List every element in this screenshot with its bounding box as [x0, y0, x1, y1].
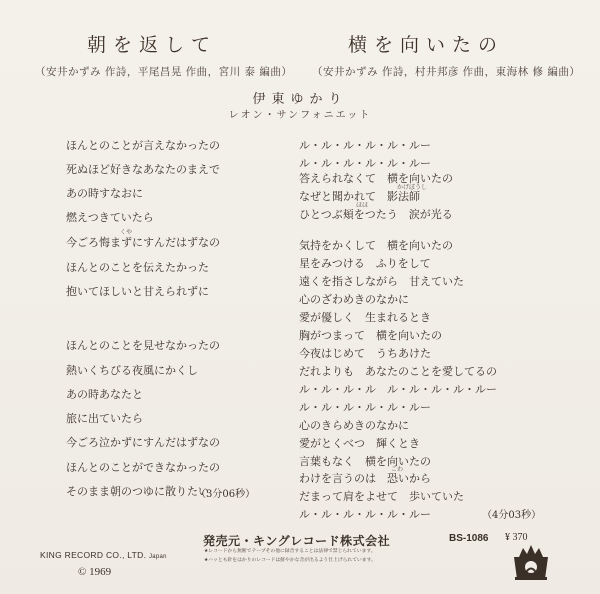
label-name: [40, 550, 167, 560]
lyric-line: あの時すなおに: [66, 187, 143, 200]
ruby-annotation: こわ: [391, 466, 404, 473]
lyric-line: 心のざわめきのなかに: [299, 293, 409, 306]
lyric-line: 熱いくちびる夜風にかくし: [66, 364, 198, 377]
ruby-annotation: ほほ: [356, 202, 369, 209]
side-b-title: 横を向いたの: [348, 34, 505, 56]
lyric-line: なぜと聞かれて 影法師: [299, 190, 420, 203]
lyric-line: ル・ル・ル・ル・ル・ルー: [299, 508, 431, 521]
lyric-line: ほんとのことが言えなかったの: [66, 139, 220, 152]
lyric-line: 抱いてほしいと甘えられずに: [66, 285, 209, 298]
lyric-line: ル・ル・ル・ル ル・ル・ル・ル・ルー: [299, 383, 497, 396]
side-a-duration: （3分06秒）: [196, 489, 256, 500]
side-a-title: 朝を返して: [87, 34, 218, 56]
lyric-line: 星をみつける ふりをして: [299, 257, 431, 270]
side-b-duration: （4分03秒）: [482, 510, 542, 521]
label-country: Japan: [148, 554, 167, 560]
lyric-line: 胸がつまって 横を向いたの: [299, 329, 442, 342]
catalog-number: BS-1086: [449, 533, 489, 544]
lyric-line: 気持をかくして 横を向いたの: [299, 239, 453, 252]
lyric-line: 旅に出ていたら: [66, 412, 143, 425]
lyric-line: 今ごろ悔まずにすんだはずなの: [66, 236, 220, 249]
lyric-line: 遠くを指さしながら 甘えていた: [299, 275, 464, 288]
lyric-line: だれよりも あなたのことを愛してるの: [299, 365, 497, 378]
lyric-line: だまって肩をよせて 歩いていた: [299, 490, 464, 503]
lyric-line: ル・ル・ル・ル・ル・ルー: [299, 401, 431, 414]
lyric-line: あの時あなたと: [66, 388, 143, 401]
publisher: 発売元・キングレコード株式会社: [203, 534, 391, 548]
side-b-credits: （安井かずみ 作詩，村井邦彦 作曲，東海林 修 編曲）: [312, 66, 581, 78]
lyric-line: 死ぬほど好きなあなたのまえで: [66, 163, 220, 176]
lyric-line: 愛が優しく 生まれるとき: [299, 311, 431, 324]
copy-notice: ★レコードから無断でテープその他に録音することは法律で禁じられています。: [204, 549, 376, 554]
lyric-line: 心のきらめきのなかに: [299, 419, 409, 432]
lyric-line: 燃えつきていたら: [66, 211, 154, 224]
band-name: レオン・サンフォニエット: [228, 110, 372, 121]
lyric-line: 今ごろ泣かずにすんだはずなの: [66, 436, 220, 449]
lyric-line: ル・ル・ル・ル・ル・ルー: [299, 157, 431, 170]
lyric-line: ほんとのことを見せなかったの: [66, 339, 220, 352]
lyric-line: わけを言うのは 恐いから: [299, 472, 431, 485]
lyric-line: 今夜はじめて うちあけた: [299, 347, 431, 360]
ruby-annotation: くや: [120, 229, 133, 236]
ruby-annotation: かげぼうし: [397, 184, 428, 191]
king-records-logo-icon: [510, 541, 552, 583]
lyric-line: ほんとのことを伝えたかった: [66, 261, 209, 274]
copyright: © 1969: [78, 566, 112, 578]
artist-name: 伊東ゆかり: [252, 92, 348, 107]
lyric-line: そのまま朝のつゆに散りたい: [66, 485, 209, 498]
label-text: KING RECORD CO., LTD.: [40, 550, 147, 560]
lyric-line: 愛がとくべつ 輝くとき: [299, 437, 420, 450]
price: ¥ 370: [505, 532, 528, 543]
lyric-line: ほんとのことができなかったの: [66, 461, 220, 474]
quality-notice: ★ハッとも針をはかりのレコードは鮮やかな音が出るよう仕上げられています。: [204, 558, 376, 563]
lyric-line: 言葉もなく 横を向いたの: [299, 455, 431, 468]
lyric-line: ル・ル・ル・ル・ル・ルー: [299, 139, 431, 152]
side-a-credits: （安井かずみ 作詩，平尾昌晃 作曲，宮川 泰 編曲）: [35, 66, 293, 78]
lyric-line: ひとつぶ頬をつたう 涙が光る: [299, 208, 453, 221]
lyric-line: 答えられなくて 横を向いたの: [299, 172, 453, 185]
